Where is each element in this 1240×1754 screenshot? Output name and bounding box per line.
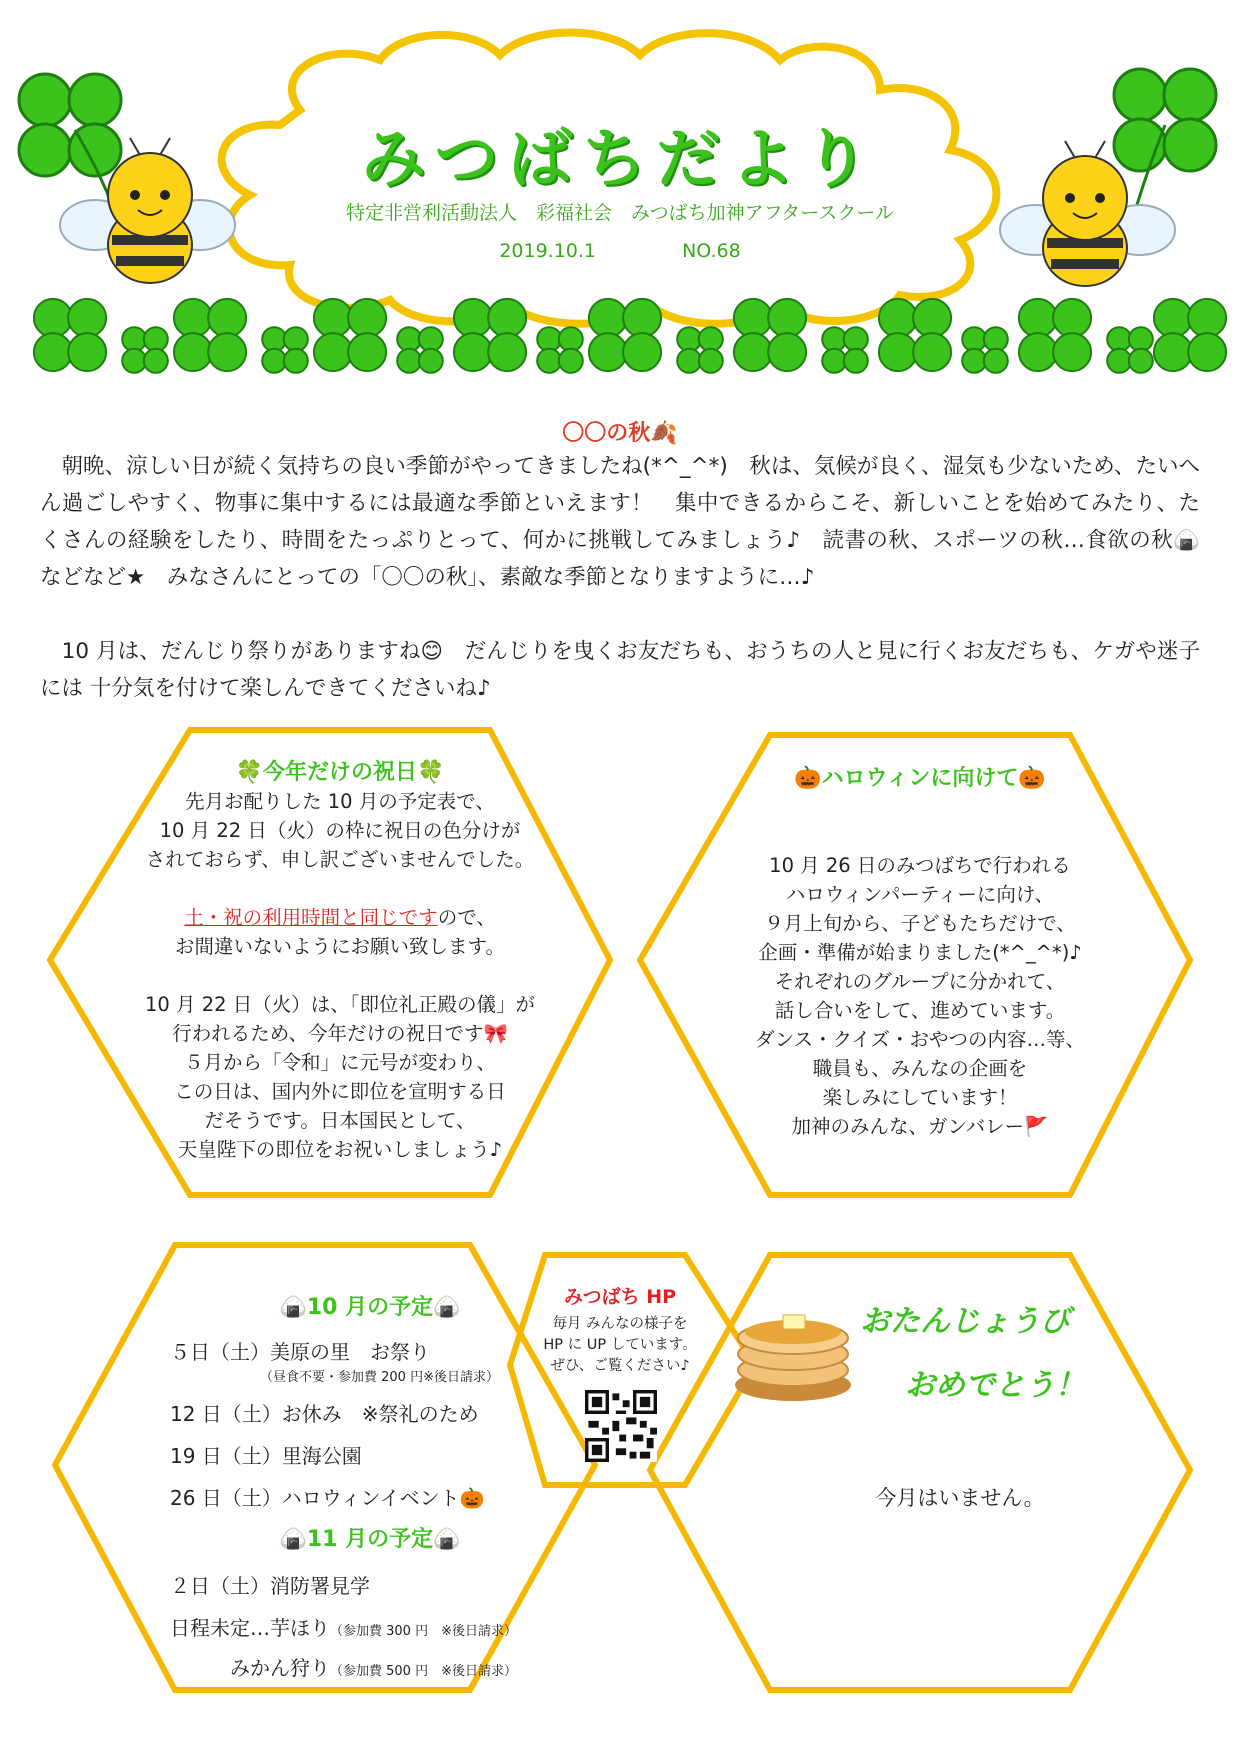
schedule-row: みかん狩り（参加費 500 円 ※後日請求）: [230, 1656, 517, 1680]
holiday-line: ５月から「令和」に元号が変わり、: [183, 1051, 496, 1074]
holiday-title: 🍀今年だけの祝日🍀: [235, 760, 445, 785]
holiday-line: 10 月 22 日（火）の枠に祝日の色分けが: [159, 819, 521, 842]
hp-body: [530, 1314, 710, 1377]
birthday-none: 今月はいません。: [875, 1486, 1045, 1510]
hp-line: HP に UP しています。: [543, 1337, 697, 1353]
halloween-line: 企画・準備が始まりました(*^_^*)♪: [758, 941, 1082, 964]
halloween-line: ９月上旬から、子どもたちだけで、: [764, 912, 1076, 935]
holiday-line: 土・祝の利用時間と同じですので、: [184, 906, 496, 929]
halloween-title: 🎃ハロウィンに向けて🎃: [794, 766, 1046, 791]
schedule-row: 日程未定…芋ほり（参加費 300 円 ※後日請求）: [170, 1616, 517, 1640]
holiday-line: 10 月 22 日（火）は、「即位礼正殿の儀」が: [145, 993, 535, 1016]
holiday-line: お間違いないようにお願い致します。: [175, 935, 505, 958]
birthday-line-2: おめでとう！: [905, 1368, 1085, 1403]
hp-line: 毎月 みんなの様子を: [552, 1316, 688, 1332]
halloween-line: 話し合いをして、進めています。: [774, 999, 1066, 1022]
november-schedule-title: 🍙11 月の予定🍙: [279, 1527, 461, 1552]
section-title: 〇〇の秋🍂: [562, 421, 678, 446]
birthday-line-1: おたんじょうび: [860, 1304, 1070, 1339]
halloween-line: 楽しみにしています！: [822, 1086, 1018, 1109]
october-schedule-title: 🍙10 月の予定🍙: [279, 1295, 461, 1320]
qr-code[interactable]: [585, 1390, 657, 1462]
holiday-red-text: 土・祝の利用時間と同じです: [184, 906, 438, 929]
organization-name: 特定非営利活動法人 彩福社会 みつばち加神アフタースクール: [346, 202, 894, 224]
schedule-note: （昼食不要・参加費 200 円※後日請求）: [260, 1370, 499, 1385]
intro-paragraph-2: 10 月は、だんじり祭りがありますね😊 だんじりを曳くお友だちも、おうちの人と見に行くお友だちも、ケガや迷子には 十分気を付けて楽しんできてくださいね♪: [40, 639, 1200, 701]
halloween-line: ハロウィンパーティーに向け、: [785, 883, 1055, 906]
holiday-box: [120, 758, 560, 1164]
halloween-line: 10 月 26 日のみつばちで行われる: [769, 854, 1071, 877]
holiday-line: 天皇陛下の即位をお祝いしましょう♪: [177, 1138, 503, 1161]
holiday-line: この日は、国内外に即位を宣明する日: [174, 1080, 506, 1103]
hp-title: みつばち HP: [563, 1286, 677, 1308]
schedule-row: 19 日（土）里海公園: [170, 1444, 362, 1468]
schedule-row: 26 日（土）ハロウィンイベント🎃: [170, 1486, 485, 1510]
schedule-row: 12 日（土）お休み ※祭礼のため: [170, 1402, 479, 1426]
issue-date: 2019.10.1: [499, 240, 597, 262]
halloween-line: 加神のみんな、ガンバレー🚩: [791, 1115, 1049, 1138]
issue-number: NO.68: [682, 240, 741, 262]
halloween-line: 職員も、みんなの企画を: [812, 1057, 1028, 1080]
halloween-line: ダンス・クイズ・おやつの内容…等、: [755, 1028, 1085, 1051]
intro-paragraph-1: 朝晩、涼しい日が続く気持ちの良い季節がやってきましたね(*^_^*) 秋は、気候が良く、湿気も少ないため、たいへん過ごしやすく、物事に集中するには最適な季節といえます！ 集中できるからこそ、新しいことを始めてみたり、たくさんの経験をしたり、時間をたっぷりとって、何かに挑戦してみましょう♪ 読書の秋、スポーツの秋…食欲の秋🍙 などなど★ みなさんにとっての「〇〇の秋」、素敵な季節となりますように…♪: [40, 454, 1222, 590]
holiday-line: されておらず、申し訳ございませんでした。: [145, 848, 535, 871]
holiday-line: 先月お配りした 10 月の予定表で、: [185, 790, 495, 813]
holiday-line: だそうです。日本国民として、: [204, 1109, 476, 1132]
halloween-box: [690, 764, 1150, 1141]
schedule-row: ２日（土）消防署見学: [170, 1574, 370, 1598]
holiday-line: 行われるため、今年だけの祝日です🎀: [172, 1022, 508, 1045]
halloween-line: それぞれのグループに分かれて、: [774, 970, 1066, 993]
pancake-icon: [728, 1290, 858, 1410]
hp-line: ぜひ、ご覧ください♪: [550, 1358, 690, 1374]
schedule-row: ５日（土）美原の里 お祭り: [170, 1340, 430, 1364]
newsletter-title: みつばちだより: [361, 123, 879, 197]
